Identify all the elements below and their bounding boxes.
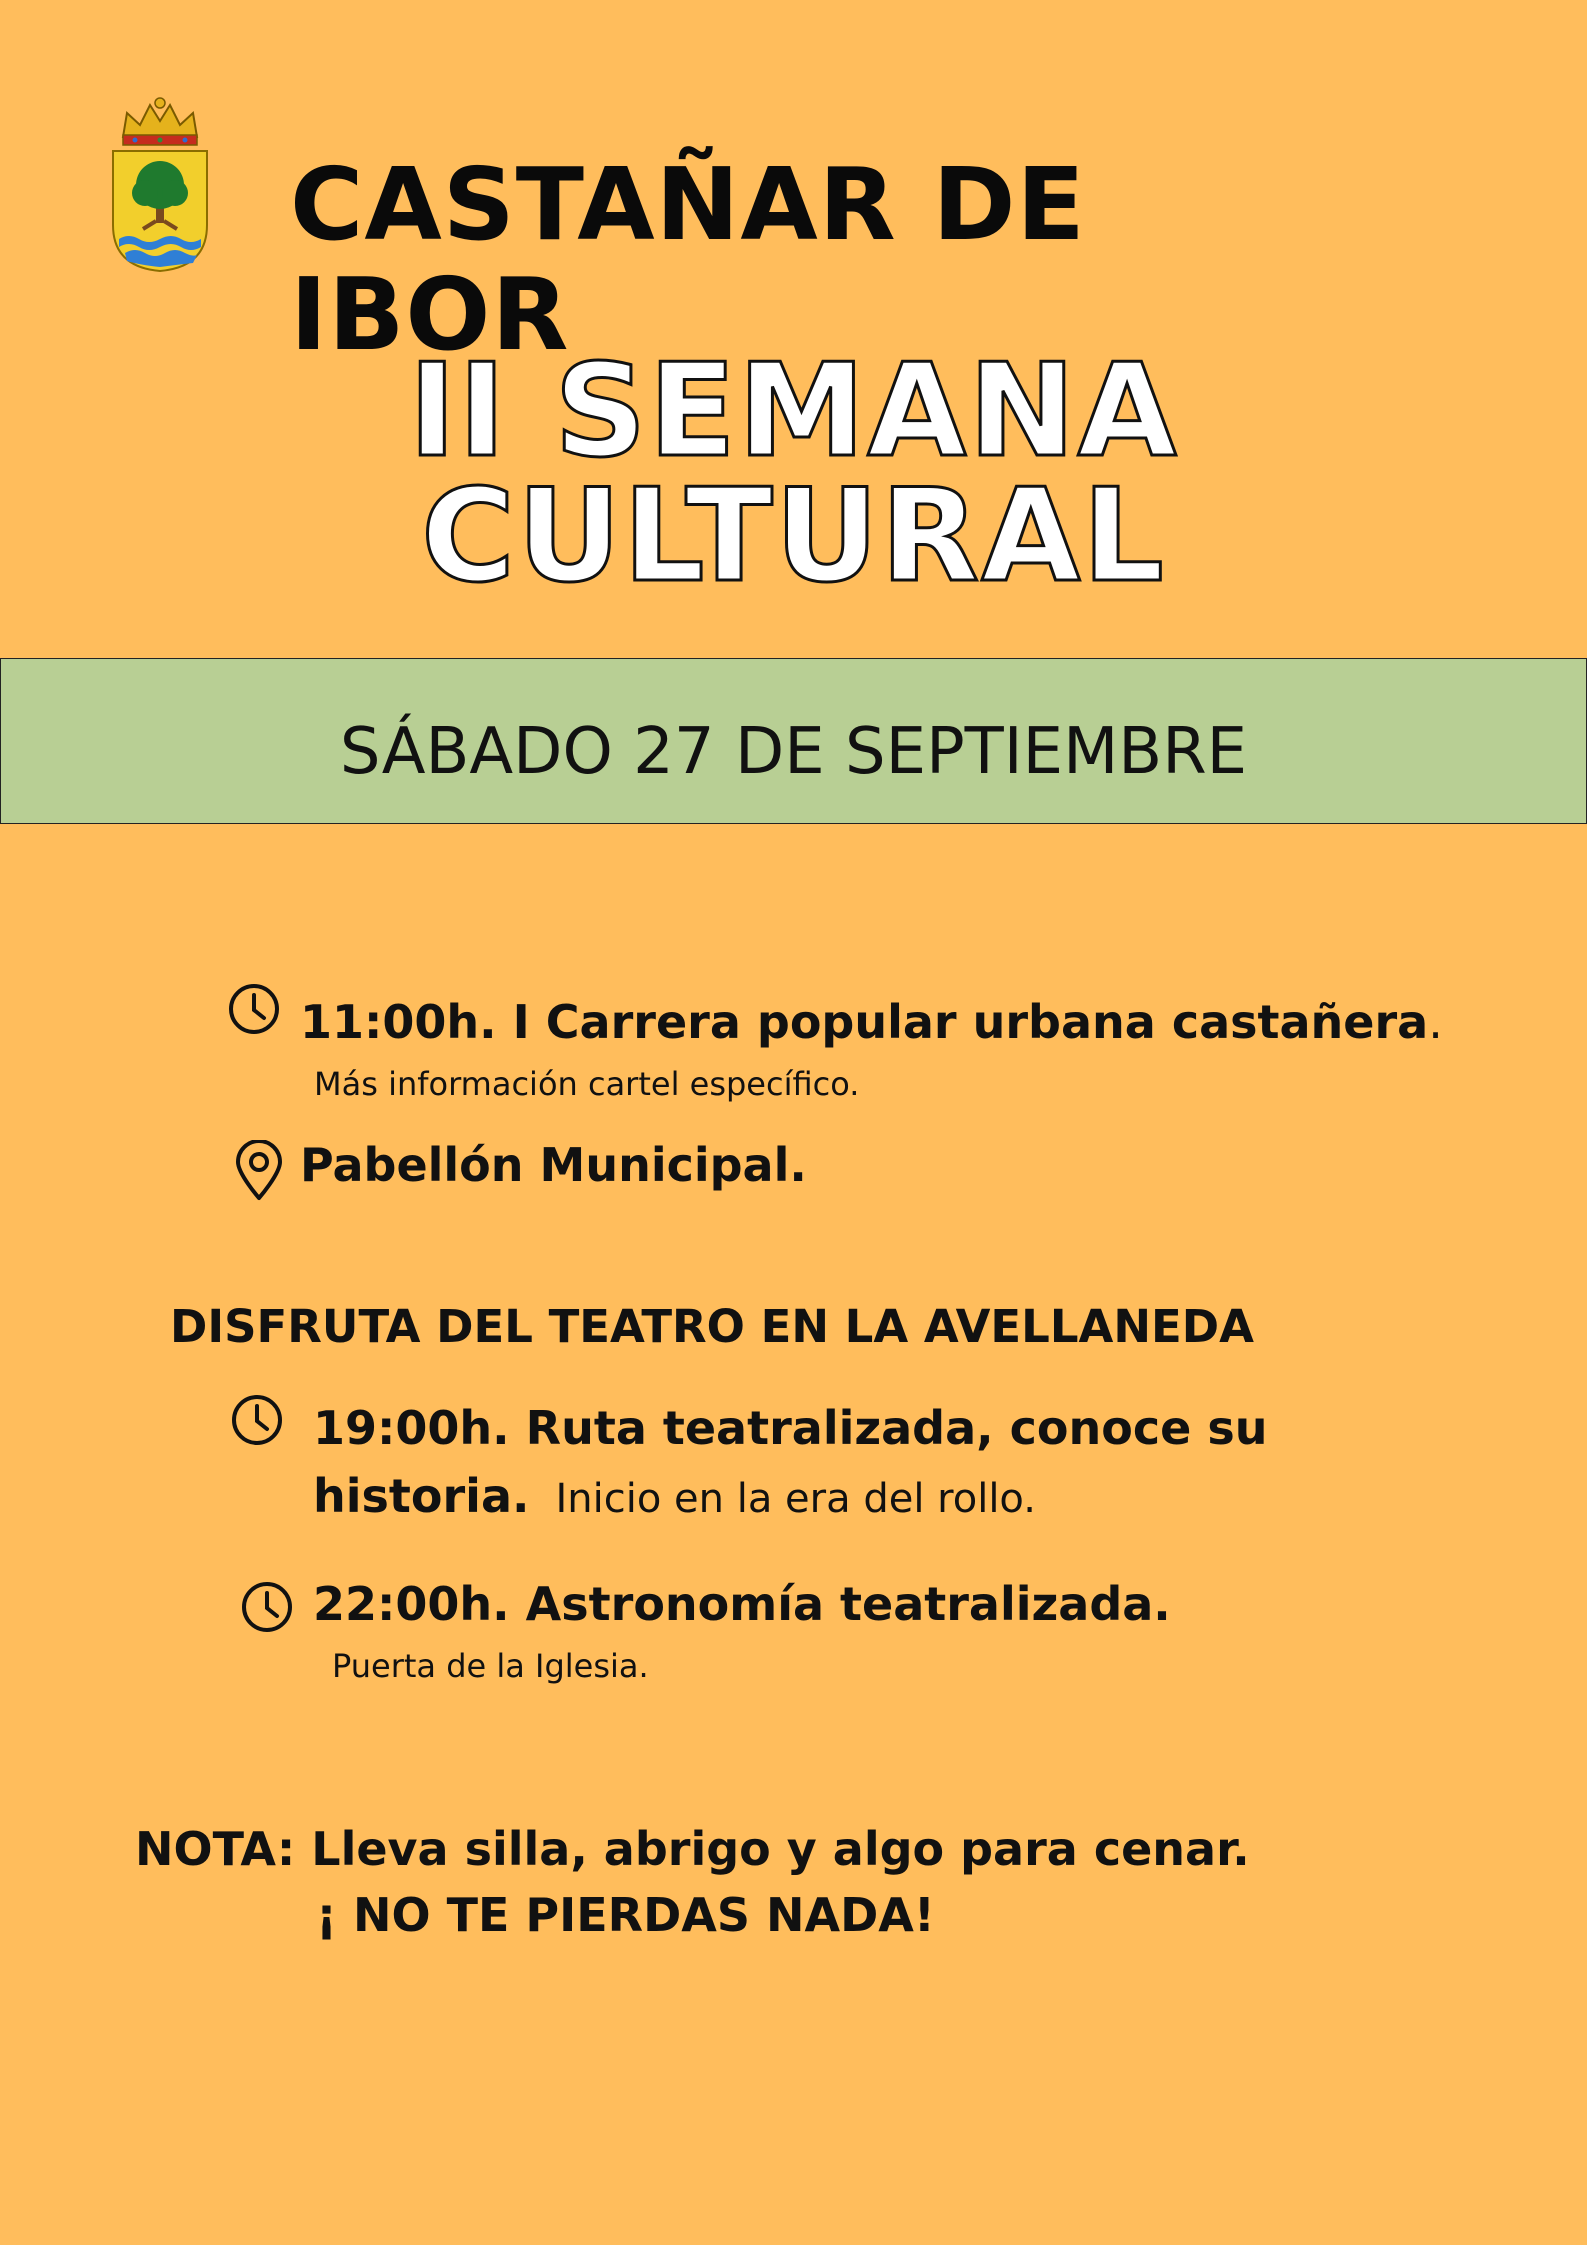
theatre-section-heading: DISFRUTA DEL TEATRO EN LA AVELLANEDA	[170, 1300, 1254, 1353]
clock-icon	[230, 1393, 284, 1447]
race-location: Pabellón Municipal.	[300, 1138, 807, 1192]
route-title-line2	[313, 1468, 1036, 1527]
location-pin-icon	[234, 1140, 284, 1202]
event-title-line2: CULTURAL	[421, 462, 1166, 611]
race-title-text: 11:00h. I Carrera popular urbana castañera	[300, 995, 1429, 1049]
note-line1: NOTA: Lleva silla, abrigo y algo para cenar.	[135, 1822, 1250, 1876]
astronomy-note: Puerta de la Iglesia.	[332, 1647, 649, 1685]
note-line2: ¡ NO TE PIERDAS NADA!	[316, 1888, 935, 1942]
clock-icon	[227, 982, 281, 1036]
route-title-bold: historia.	[313, 1469, 530, 1523]
event-date: SÁBADO 27 DE SEPTIEMBRE	[339, 715, 1248, 789]
race-title-period: .	[1428, 995, 1443, 1049]
event-title-line1: II SEMANA	[408, 337, 1179, 486]
race-note: Más información cartel específico.	[314, 1065, 860, 1103]
route-note: Inicio en la era del rollo.	[555, 1476, 1036, 1522]
town-name: CASTAÑAR DE IBOR	[290, 146, 1086, 373]
race-title	[300, 994, 1443, 1050]
coat-of-arms-icon	[105, 95, 215, 275]
date-band	[0, 658, 1587, 824]
astronomy-title: 22:00h. Astronomía teatralizada.	[313, 1577, 1171, 1631]
route-title-line1: 19:00h. Ruta teatralizada, conoce su	[313, 1401, 1268, 1455]
clock-icon	[240, 1580, 294, 1634]
